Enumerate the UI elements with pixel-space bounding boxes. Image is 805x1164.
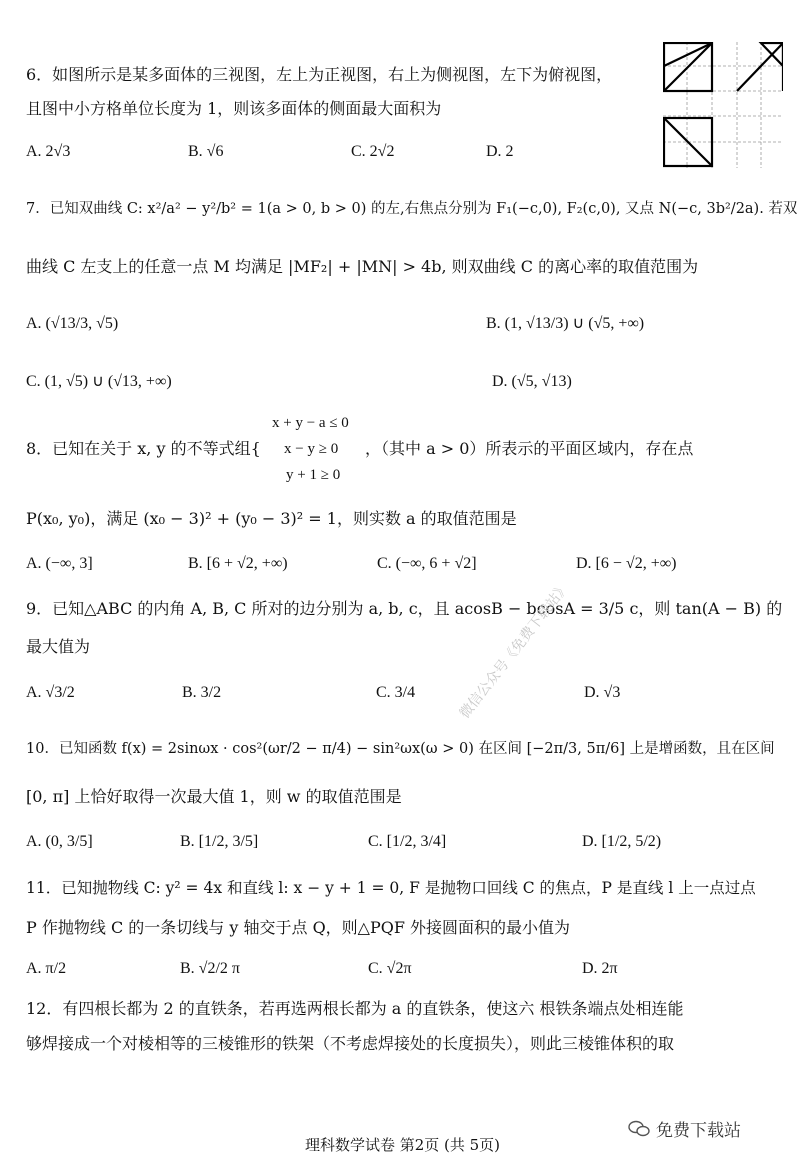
q9-option-a: A. √3/2 [26,684,75,701]
watermark-text: 微信公众号《免费下载站》 [456,579,573,722]
q10-line2: [0, π] 上恰好取得一次最大值 1，则 w 的取值范围是 [26,787,402,806]
q7-line2: 曲线 C 左支上的任意一点 M 均满足 |MF₂| + |MN| > 4b, 则双曲线 C 的离心率的取值范围为 [26,257,699,276]
brand-name: 免费下载站 [656,1121,741,1141]
q6-line1: 6．如图所示是某多面体的三视图，左上为正视图，右上为侧视图，左下为俯视图， [26,65,613,84]
q6-option-a: A. 2√3 [26,143,71,160]
q6-line2: 且图中小方格单位长度为 1，则该多面体的侧面最大面积为 [26,99,442,118]
q10-line1: 10．已知函数 f(x) = 2sinωx · cos²(ωr/2 − π/4) − sin²ωx(ω > 0) 在区间 [−2π/3, 5π/6] 上是增函数，且在区间 [26,741,775,757]
q9-option-c: C. 3/4 [376,684,416,701]
q11-option-d: D. 2π [582,960,618,977]
q10-option-d: D. [1/2, 5/2) [582,833,662,850]
q11-option-a: A. π/2 [26,960,67,977]
q10-option-c: C. [1/2, 3/4] [368,833,447,850]
page-footer: 理科数学试卷 第2页 (共 5页) [304,1136,501,1154]
q8-option-b: B. [6 + √2, +∞) [188,555,288,572]
q9-option-b: B. 3/2 [182,684,222,701]
q8-inequality-3: y + 1 ≥ 0 [286,467,341,483]
q12-line2: 够焊接成一个对棱相等的三棱锥形的铁架（不考虑焊接处的长度损失），则此三棱锥体积的取 [26,1034,675,1053]
q8-inequality-system [272,413,349,485]
q7-option-c: C. (1, √5) ∪ (√13, +∞) [26,373,172,390]
q11-option-b: B. √2/2 π [180,960,240,977]
q10-option-a: A. (0, 3/5] [26,833,93,850]
q7-option-a: A. (√13/3, √5) [26,315,119,332]
q7-option-b: B. (1, √13/3) ∪ (√5, +∞) [486,315,645,332]
q8-option-a: A. (−∞, 3] [26,555,93,572]
q7-line1: 7．已知双曲线 C: x²/a² − y²/b² = 1(a > 0, b > 0) 的左,右焦点分别为 F₁(−c,0), F₂(c,0), 又点 N(−c, 3b²/2a). 若双 [26,201,798,217]
q8-inequality-1: x + y − a ≤ 0 [272,415,349,431]
q12-line1: 12．有四根长都为 2 的直铁条，若再选两根长都为 a 的直铁条，使这六 根铁条端点处相连能 [26,999,684,1018]
q8-option-c: C. (−∞, 6 + √2] [377,555,477,572]
q8-inequality-2: x − y ≥ 0 [284,441,339,457]
q11-option-c: C. √2π [368,960,412,977]
three-view-figure [663,42,783,168]
q9-line2: 最大值为 [26,637,91,656]
q8-line2: P(x₀, y₀)，满足 (x₀ − 3)² + (y₀ − 3)² = 1，则实数 a 的取值范围是 [26,509,517,528]
q10-option-b: B. [1/2, 3/5] [180,833,259,850]
q6-option-d: D. 2 [486,143,514,160]
q11-line1: 11．已知抛物线 C: y² = 4x 和直线 l: x − y + 1 = 0, F 是抛物口回线 C 的焦点，P 是直线 l 上一点过点 [26,879,756,897]
q6-option-b: B. √6 [188,143,224,160]
q8-line1b: ，（其中 a > 0）所表示的平面区域内，存在点 [365,439,694,458]
q6-option-c: C. 2√2 [351,143,395,160]
q8-option-d: D. [6 − √2, +∞) [576,555,677,572]
q7-option-d: D. (√5, √13) [492,373,572,390]
q11-line2: P 作抛物线 C 的一条切线与 y 轴交于点 Q，则△PQF 外接圆面积的最小值为 [26,918,571,937]
q9-option-d: D. √3 [584,684,621,701]
q9-line1: 9．已知△ABC 的内角 A, B, C 所对的边分别为 a, b, c，且 acosB − bcosA = 3/5 c，则 tan(A − B) 的 [26,599,783,618]
q8-line1a: 8．已知在关于 x, y 的不等式组{ [26,439,261,458]
